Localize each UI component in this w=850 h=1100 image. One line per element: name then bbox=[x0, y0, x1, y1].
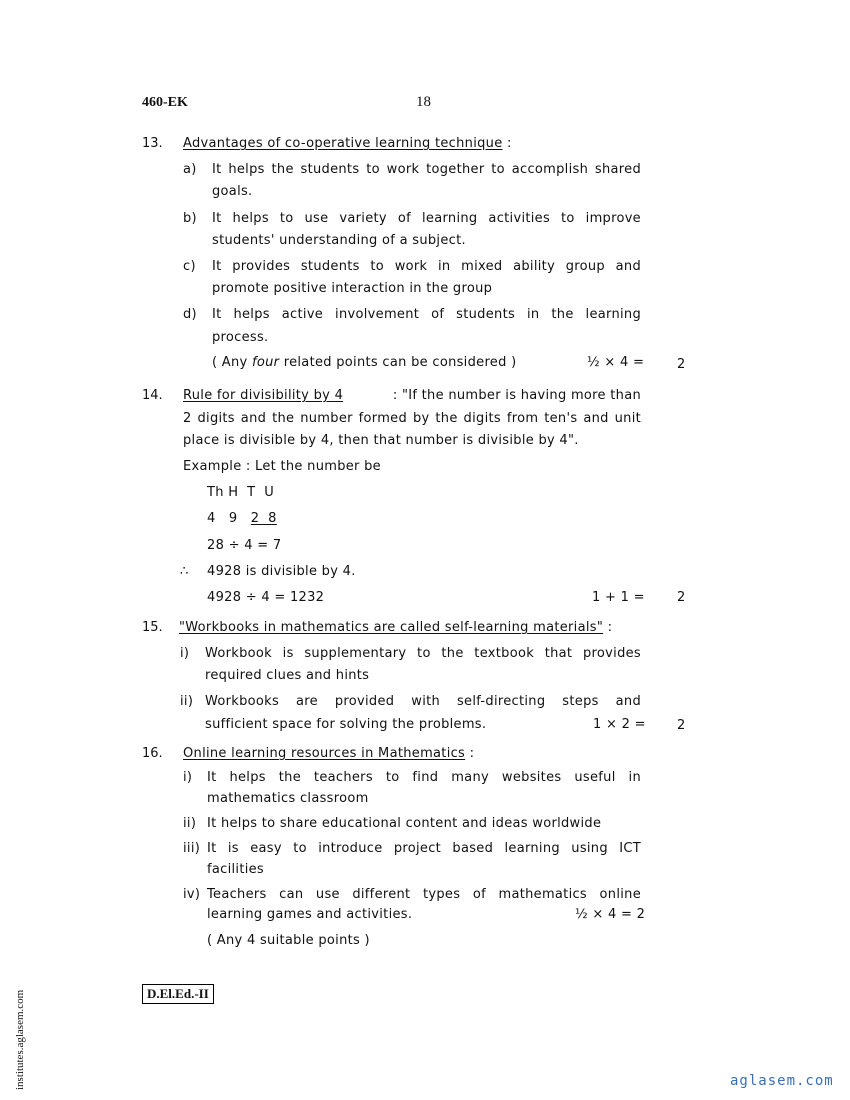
q16-item-iv-line2: learning games and activities. bbox=[207, 907, 413, 922]
page-number: 18 bbox=[416, 94, 431, 110]
q13-item-a-line2: goals. bbox=[212, 184, 253, 199]
question-13-heading bbox=[183, 136, 512, 151]
q14-digits-leading: 4 9 bbox=[207, 511, 251, 526]
side-watermark: institutes.aglasem.com bbox=[14, 989, 26, 1090]
q13-marks: 2 bbox=[677, 357, 686, 372]
question-16-heading bbox=[183, 746, 474, 761]
q13-item-d-label: d) bbox=[183, 307, 197, 322]
q15-item-i-label: i) bbox=[180, 646, 190, 661]
q16-item-iv-line1: Teachers can use different types of mathematics online bbox=[207, 887, 641, 902]
question-16-number: 16. bbox=[142, 746, 163, 761]
q14-place-values: Th H T U bbox=[207, 485, 275, 500]
q13-note bbox=[212, 355, 516, 370]
q14-digits-last-two: 2 8 bbox=[250, 511, 277, 526]
q13-item-b-line2: students' understanding of a subject. bbox=[212, 233, 466, 248]
q13-item-a-line1: It helps the students to work together to accomplish shared bbox=[212, 162, 641, 177]
question-14-rule-line2: 2 digits and the number formed by the digits from ten's and unit bbox=[183, 411, 641, 426]
q15-item-i-line2: required clues and hints bbox=[205, 668, 370, 683]
q15-item-ii-line1: Workbooks are provided with self-directing steps and bbox=[205, 694, 641, 709]
q15-item-ii-line2: sufficient space for solving the problems. bbox=[205, 717, 487, 732]
question-14-title: Rule for divisibility by 4 bbox=[183, 388, 344, 403]
question-16-colon: : bbox=[469, 746, 475, 761]
q15-calc: 1 × 2 = bbox=[593, 717, 646, 732]
q14-conclusion: 4928 is divisible by 4. bbox=[207, 564, 356, 579]
document-code: 460-EK bbox=[142, 95, 188, 110]
question-15-number: 15. bbox=[142, 620, 163, 635]
q13-note-post: related points can be considered ) bbox=[279, 355, 517, 370]
q13-item-d-line1: It helps active involvement of students in the learning bbox=[212, 307, 641, 322]
question-14-rule-line3: place is divisible by 4, then that number is divisible by 4". bbox=[183, 433, 579, 448]
q15-item-i-line1: Workbook is supplementary to the textbook that provides bbox=[205, 646, 641, 661]
question-14-rule-start: : "If the number is having more than bbox=[392, 388, 641, 403]
q14-marks: 2 bbox=[677, 590, 686, 605]
q16-note: ( Any 4 suitable points ) bbox=[207, 933, 370, 948]
q14-example: Example : Let the number be bbox=[183, 459, 381, 474]
question-15-colon: : bbox=[607, 620, 613, 635]
q14-check: 4928 ÷ 4 = 1232 bbox=[207, 590, 325, 605]
q14-division-step: 28 ÷ 4 = 7 bbox=[207, 538, 282, 553]
q16-item-i-line2: mathematics classroom bbox=[207, 791, 369, 806]
q16-item-ii-label: ii) bbox=[183, 816, 197, 831]
question-14-number: 14. bbox=[142, 388, 163, 403]
q16-item-ii-line1: It helps to share educational content and ideas worldwide bbox=[207, 816, 602, 831]
question-16-title: Online learning resources in Mathematics bbox=[183, 746, 466, 761]
question-15-title: "Workbooks in mathematics are called self-learning materials" bbox=[179, 620, 604, 635]
q15-marks: 2 bbox=[677, 718, 686, 733]
question-15-heading bbox=[179, 620, 612, 635]
q13-calc: ½ × 4 = bbox=[587, 355, 645, 370]
q13-item-c-line1: It provides students to work in mixed ability group and bbox=[212, 259, 641, 274]
q14-digits bbox=[207, 511, 277, 526]
q13-item-c-label: c) bbox=[183, 259, 196, 274]
course-label: D.El.Ed.-II bbox=[142, 984, 214, 1004]
corner-watermark: aglasem.com bbox=[730, 1073, 834, 1089]
question-13-title: Advantages of co-operative learning technique bbox=[183, 136, 503, 151]
q16-item-iii-label: iii) bbox=[183, 841, 201, 856]
q16-calc: ½ × 4 = 2 bbox=[575, 907, 646, 922]
q16-item-iv-label: iv) bbox=[183, 887, 201, 902]
question-14-line1 bbox=[183, 388, 641, 403]
q13-note-emphasis: four bbox=[251, 355, 280, 370]
q16-item-i-line1: It helps the teachers to find many websites useful in bbox=[207, 770, 641, 785]
q13-item-b-line1: It helps to use variety of learning activities to improve bbox=[212, 211, 641, 226]
q15-item-ii-label: ii) bbox=[180, 694, 194, 709]
q13-item-a-label: a) bbox=[183, 162, 197, 177]
q13-note-pre: ( Any bbox=[212, 355, 252, 370]
q16-item-iii-line2: facilities bbox=[207, 862, 265, 877]
question-13-colon: : bbox=[506, 136, 512, 151]
q14-calc: 1 + 1 = bbox=[592, 590, 645, 605]
q13-item-c-line2: promote positive interaction in the group bbox=[212, 281, 493, 296]
q13-item-b-label: b) bbox=[183, 211, 197, 226]
question-13-number: 13. bbox=[142, 136, 163, 151]
q16-item-i-label: i) bbox=[183, 770, 193, 785]
q16-item-iii-line1: It is easy to introduce project based learning using ICT bbox=[207, 841, 641, 856]
q13-item-d-line2: process. bbox=[212, 330, 269, 345]
therefore-symbol: ∴ bbox=[180, 564, 189, 579]
